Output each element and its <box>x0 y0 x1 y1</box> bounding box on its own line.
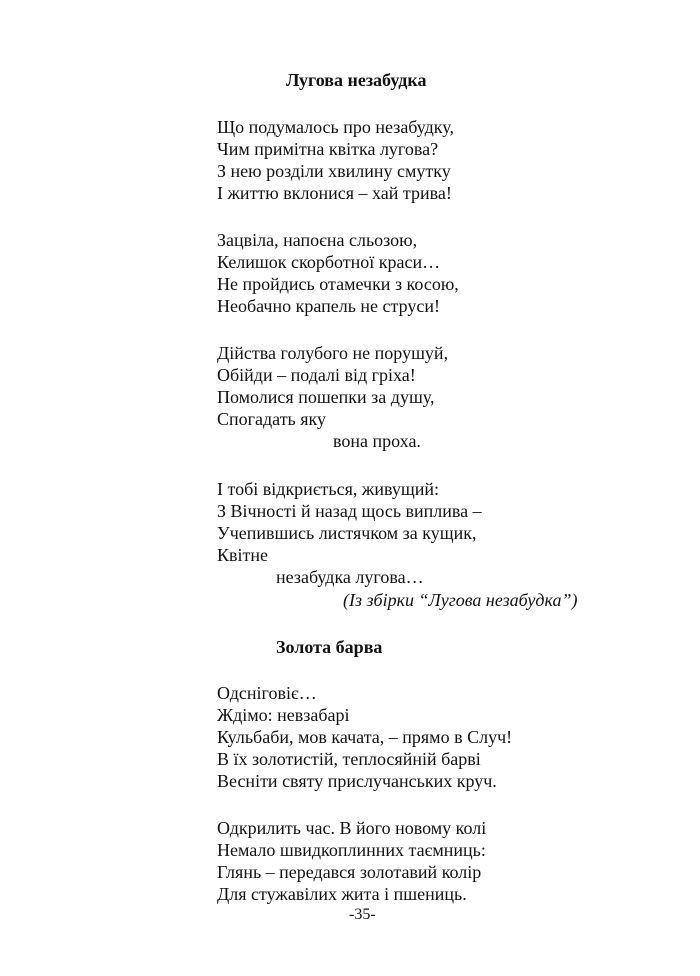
poem-line: Немало швидкоплинних таємниць: <box>217 840 486 860</box>
poem-line: Помолися пошепки за душу, <box>217 387 435 407</box>
poem-line: Келишок скорботної краси… <box>217 252 441 272</box>
poem-line: Глянь – передався золотавий колір <box>217 862 482 882</box>
poem-line-indented: незабудка лугова… <box>276 567 424 587</box>
poem-line: Для стужавілих жита і пшениць. <box>217 884 467 904</box>
poem-line: В їх золотистій, теплосяйній барві <box>217 749 481 769</box>
poem-line: Учепившись листячком за кущик, <box>217 523 477 543</box>
poem-line: Спогадать яку <box>217 409 327 429</box>
poem-line: Обійди – подалі від гріха! <box>217 365 416 385</box>
source-attribution: (Із збірки “Лугова незабудка”) <box>343 590 578 610</box>
poem-line: Квітне <box>217 545 268 565</box>
poem-line: Чим примітна квітка лугова? <box>217 139 439 159</box>
poem-title: Лугова незабудка <box>286 70 427 90</box>
poem-line: Не пройдись отамечки з косою, <box>217 274 459 294</box>
poem-line: І життю вклонися – хай трива! <box>217 183 452 203</box>
poem-line: Кульбаби, мов качата, – прямо в Случ! <box>217 727 513 747</box>
poem-line: І тобі відкриється, живущий: <box>217 479 439 499</box>
page-number: -35- <box>349 906 376 923</box>
poem-line-indented: вона проха. <box>333 431 421 451</box>
poem-line: Весніти святу прислучанських круч. <box>217 771 497 791</box>
poem-line: Необачно крапель не струси! <box>217 296 440 316</box>
poem-line: Дійства голубого не порушуй, <box>217 343 449 363</box>
poem-line: Зацвіла, напоєна сльозою, <box>217 230 418 250</box>
poem-line: Що подумалось про незабудку, <box>217 117 454 137</box>
poem-line: Ждімо: невзабарі <box>217 705 350 725</box>
poem-line: З нею розділи хвилину смутку <box>217 161 451 181</box>
poem-title: Золота барва <box>276 637 383 657</box>
poem-line: Одсніговіє… <box>217 683 317 703</box>
poem-line: З Вічності й назад щось виплива – <box>217 501 482 521</box>
poem-line: Одкрилить час. В його новому колі <box>217 818 487 838</box>
